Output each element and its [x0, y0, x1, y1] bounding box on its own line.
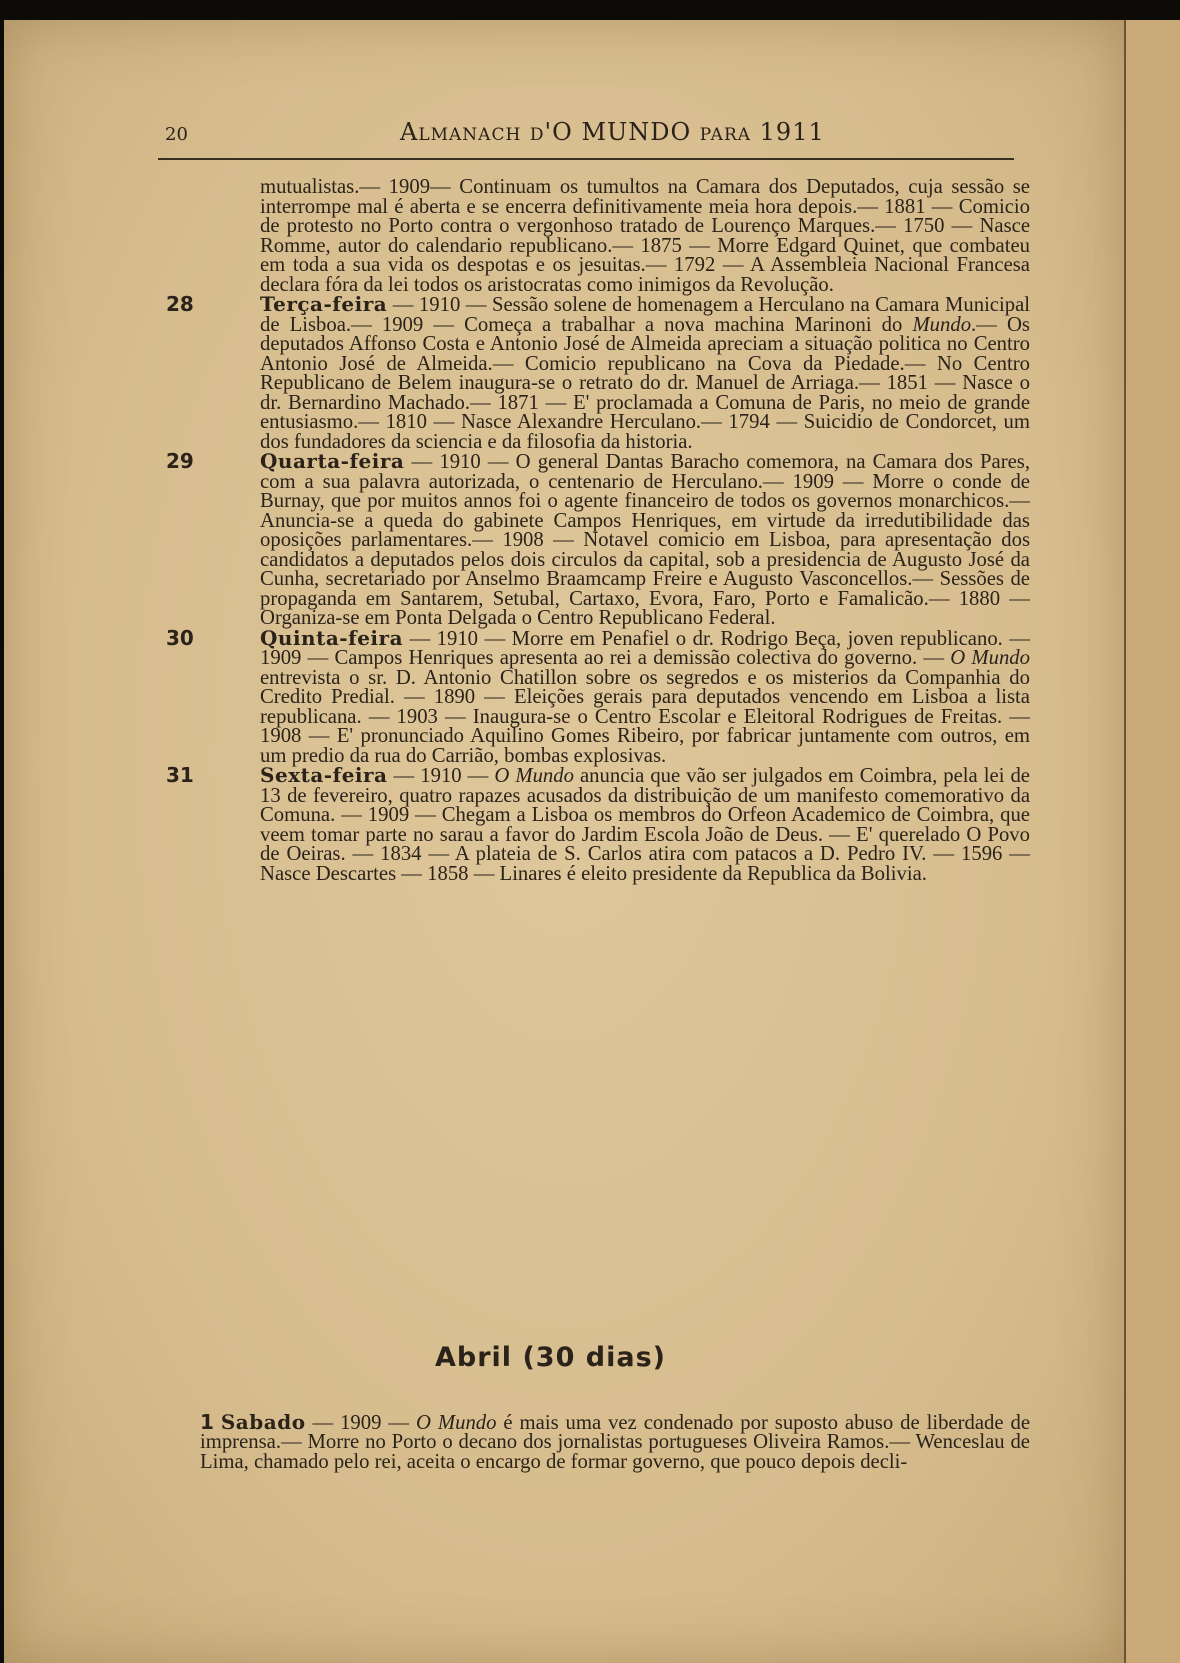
entry-text: — 1910 — O general Dantas Baracho comemora, na Camara dos Pares, com a sua palavra autorizada, o centenario de Herculano.— 1909 — Morre o conde de Burnay, que por muitos annos foi o agente financeiro de todos os governos monarchicos.— Anuncia-se a queda do gabinete Campos Henriques, em virtude da irredutibilidade das oposições parlamentares.— 1908 — Notavel comicio em Lisboa, para apresentação dos candidatos a deputados pelos dois circulos da capital, sob a presidencia de Augusto José da Cunha, secretariado por Anselmo Braamcamp Freire e Augusto Vasconcellos.— Sessões de propaganda em Santarem, Setubal, Cartaxo, Evora, Faro, Porto e Famalicão.— 1880 — Organiza-se em Ponta Delgada o Centro Republicano Federal. [260, 451, 1030, 629]
entry-italic: O Mundo [950, 647, 1030, 669]
month-heading: Abril (30 dias) [435, 1342, 666, 1373]
entry-text: — 1909 — [312, 1411, 417, 1434]
entry-day: Sexta-feira [260, 763, 388, 787]
entry-day: Terça-feira [260, 292, 388, 316]
entry-text-after: .— Os deputados Affonso Costa e Antonio José de Almeida apreciam a situação politica no Centro Antonio José de Almeida.— Comicio republicano na Cova da Piedade.— No Centro Republicano de Belem inaugura-se o retrato do dr. Manuel de Arriaga.— 1851 — Nasce o dr. Bernardino Machado.— 1871 — E' proclamada a Comuna de Paris, no meio de grande entusiasmo.— 1810 — Nasce Alexandre Herculano.— 1794 — Suicidio de Condorcet, um dos fundadores da sciencia e da filosofia da historia. [260, 313, 1030, 453]
entry-text-after: é mais uma vez condenado por suposto abuso de liberdade de imprensa.— Morre no Porto o decano dos jornalistas portugueses Oliveira Ramos.— Wenceslau de Lima, chamado pelo rei, aceita o encargo de formar governo, que pouco depois decli- [200, 1411, 1030, 1474]
entry-30 [166, 625, 1031, 767]
entry-number: 1 [200, 1409, 214, 1434]
running-header: Almanach d'O MUNDO para 1911 [400, 118, 825, 146]
page-number: 20 [165, 124, 188, 145]
adjacent-page-edge [1124, 20, 1180, 1663]
entry-text: — 1910 — Morre em Penafiel o dr. Rodrigo Beça, joven republicano. — 1909 — Campos Henriques apresenta ao rei a demissão colectiva do governo. — [260, 627, 1031, 669]
entry-day: Quinta-feira [260, 625, 404, 650]
entry-italic: O Mundo [416, 1411, 497, 1434]
entry-number: 30 [166, 625, 194, 650]
page-body [166, 176, 1031, 885]
entry-italic: Mundo [912, 313, 972, 336]
intro-paragraph: mutualistas.— 1909— Continuam os tumultos na Camara dos Deputados, cuja sessão se interrompe mal é aberta e se encerra definitivamente meia hora depois.— 1881 — Comicio de protesto no Porto contra o vergonhoso tratado de Lourenço Marques.— 1750 — Nasce Romme, autor do calendario republicano.— 1875 — Morre Edgard Quinet, que combateu em toda a sua vida os despotas e os jesuitas.— 1792 — A Assembleia Nacional Francesa declara fóra da lei todos os aristocratas como inimigos da Revolução. [260, 176, 1030, 296]
entry-april-1 [200, 1409, 1030, 1474]
entry-text-after: anuncia que vão ser julgados em Coimbra, pela lei de 13 de fevereiro, quatro rapazes acusados da distribuição de um manifesto comemorativo da Comuna. — 1909 — Chegam a Lisboa os membros do Orfeon Academico de Coimbra, que veem tomar parte no sarau a favor do Jardim Escola João de Deus. — E' querelado O Povo de Oeiras. — 1834 — A plateia de S. Carlos atira com patacos a D. Pedro IV. — 1596 — Nasce Descartes — 1858 — Linares é eleito presidente da Republica da Bolivia. [260, 765, 1030, 885]
entry-number: 31 [166, 763, 194, 787]
entry-day: Quarta-feira [260, 449, 405, 473]
header-rule [158, 158, 1014, 160]
entry-31 [166, 763, 1030, 885]
entry-text-after: entrevista o sr. D. Antonio Chatillon sobre os segredos e os misterios da Companhia do Credito Predial. — 1890 — Eleições gerais para deputados vencendo em Lisboa a lista republicana. — 1903 — Inaugura-se o Centro Escolar e Eleitoral Rodrigues de Freitas. — 1908 — E' pronunciado Aquilino Gomes Ribeiro, por fabricar juntamente com outros, em um predio da rua do Carrião, bombas explosivas. [260, 666, 1030, 767]
entry-text: — 1910 — [393, 765, 495, 787]
entry-29 [166, 449, 1030, 629]
entry-number: 29 [166, 449, 194, 473]
entry-28 [166, 292, 1031, 453]
entry-italic: O Mundo [494, 765, 574, 787]
entry-text: — 1910 — Sessão solene de homenagem a Herculano na Camara Municipal de Lisboa.— 1909 — Começa a trabalhar a nova machina Marinoni do [260, 294, 1031, 336]
entry-number: 28 [166, 292, 194, 316]
entry-day: Sabado [220, 1409, 306, 1434]
